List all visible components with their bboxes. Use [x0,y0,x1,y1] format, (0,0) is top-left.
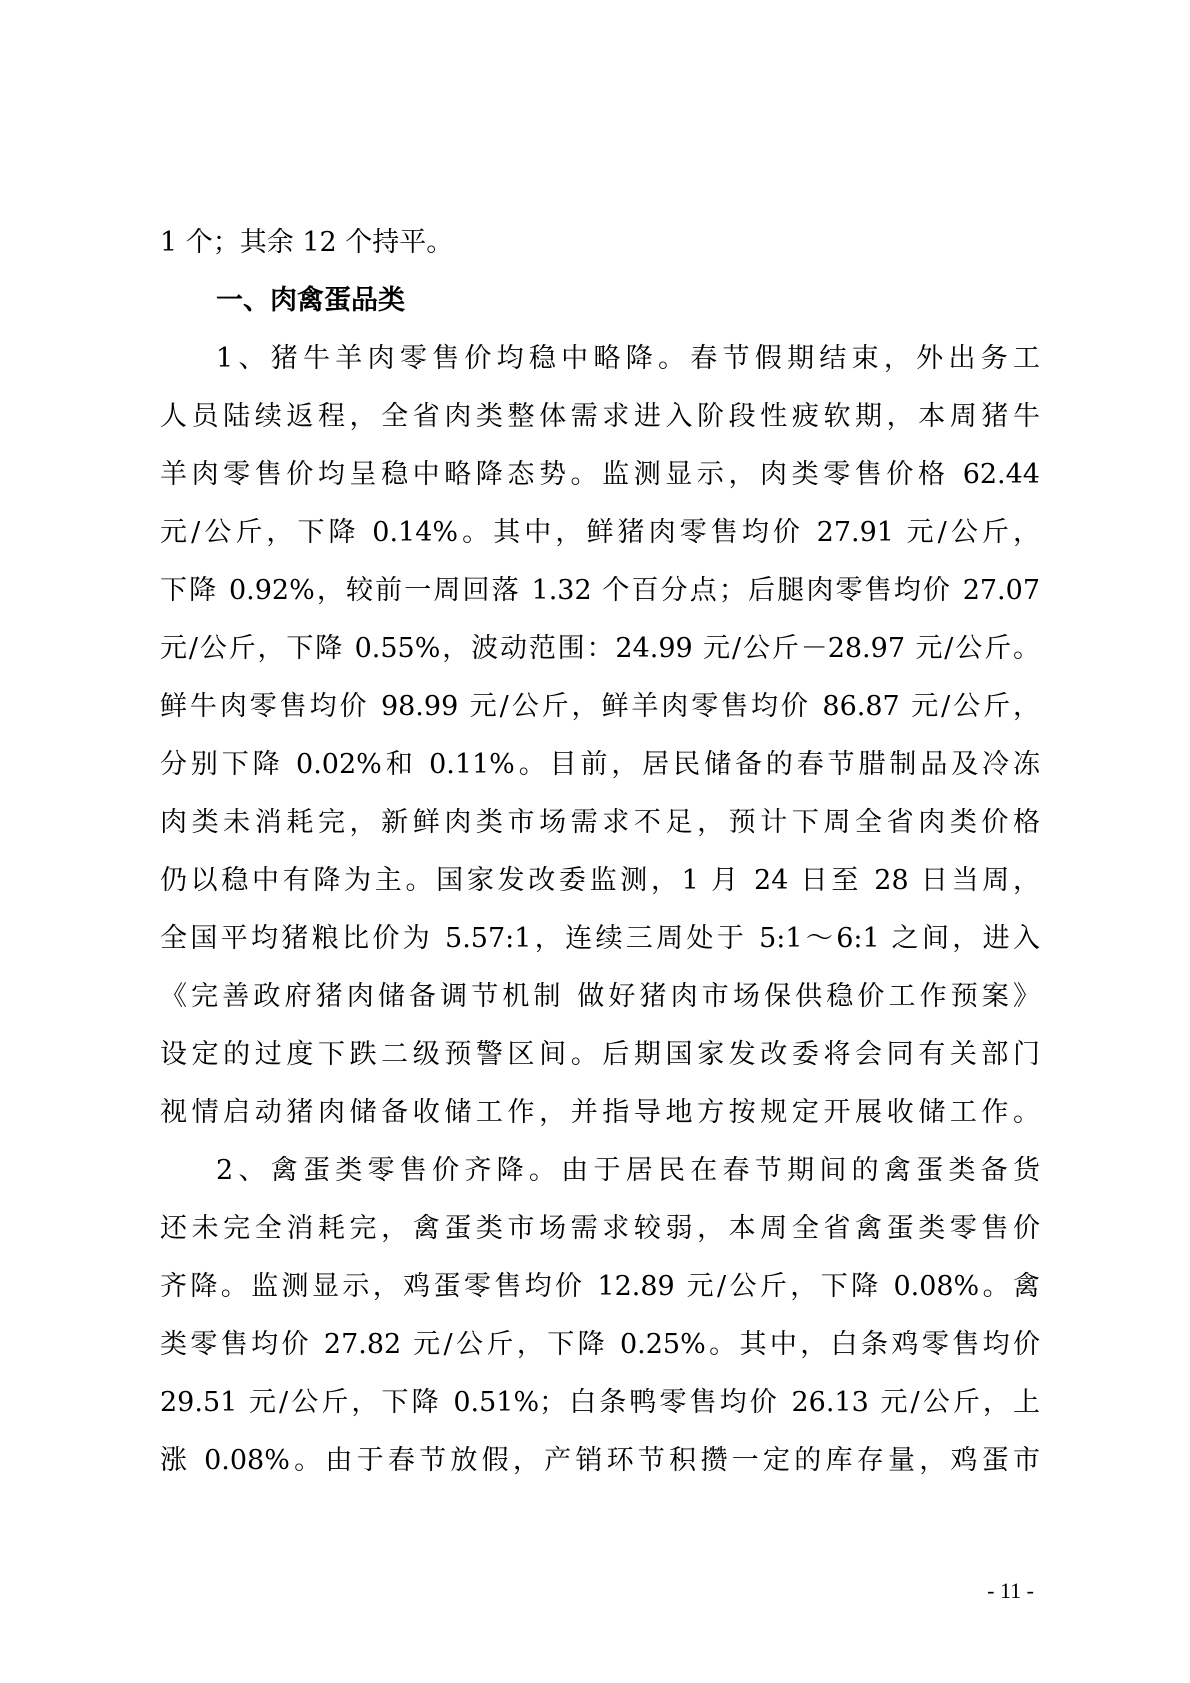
text-line: 全国平均猪粮比价为 5.57:1，连续三周处于 5:1～6:1 之间，进入 [160,923,1040,954]
section-heading: 一、肉禽蛋品类 [216,285,405,316]
text-line: 元/公斤，下降 0.14%。其中，鲜猪肉零售均价 27.91 元/公斤， [160,517,1040,548]
text-line: 齐降。监测显示，鸡蛋零售均价 12.89 元/公斤，下降 0.08%。禽 [160,1271,1040,1302]
text-line: 视情启动猪肉储备收储工作，并指导地方按规定开展收储工作。 [160,1097,1040,1128]
text-line: 肉类未消耗完，新鲜肉类市场需求不足，预计下周全省肉类价格 [160,807,1040,838]
text-line: 涨 0.08%。由于春节放假，产销环节积攒一定的库存量，鸡蛋市 [160,1445,1040,1476]
paragraph-first-line: 1、猪牛羊肉零售价均稳中略降。春节假期结束，外出务工 [216,343,1040,374]
body-text [160,214,1040,1490]
text-line: 类零售均价 27.82 元/公斤，下降 0.25%。其中，白条鸡零售均价 [160,1329,1040,1360]
text-line: 29.51 元/公斤，下降 0.51%；白条鸭零售均价 26.13 元/公斤，上 [160,1387,1040,1418]
text-line: 还未完全消耗完，禽蛋类市场需求较弱，本周全省禽蛋类零售价 [160,1213,1040,1244]
text-line: 《完善政府猪肉储备调节机制 做好猪肉市场保供稳价工作预案》 [160,981,1040,1012]
paragraph-first-line: 2、禽蛋类零售价齐降。由于居民在春节期间的禽蛋类备货 [216,1155,1040,1186]
text-line: 羊肉零售价均呈稳中略降态势。监测显示，肉类零售价格 62.44 [160,459,1040,490]
text-line: 元/公斤，下降 0.55%，波动范围：24.99 元/公斤－28.97 元/公斤。 [160,633,1040,664]
text-line: 分别下降 0.02%和 0.11%。目前，居民储备的春节腊制品及冷冻 [160,749,1040,780]
text-line: 鲜牛肉零售均价 98.99 元/公斤，鲜羊肉零售均价 86.87 元/公斤， [160,691,1040,722]
text-line: 人员陆续返程，全省肉类整体需求进入阶段性疲软期，本周猪牛 [160,401,1040,432]
text-line: 下降 0.92%，较前一周回落 1.32 个百分点；后腿肉零售均价 27.07 [160,575,1040,606]
text-line: 设定的过度下跌二级预警区间。后期国家发改委将会同有关部门 [160,1039,1040,1070]
text-line: 仍以稳中有降为主。国家发改委监测，1 月 24 日至 28 日当周， [160,865,1040,896]
text-line: 1 个；其余 12 个持平。 [160,227,454,258]
page-number: - 11 - [987,1578,1034,1603]
